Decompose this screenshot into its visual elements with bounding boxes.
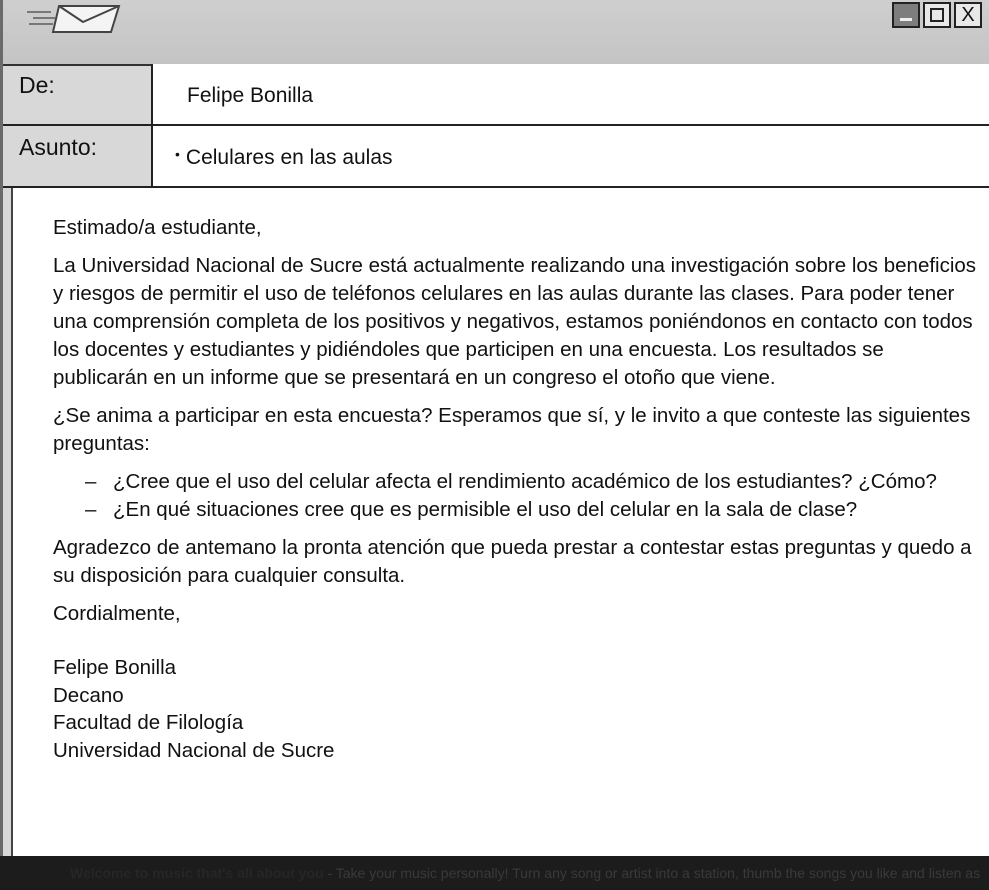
question-list <box>53 468 978 524</box>
close-icon: X <box>961 4 975 26</box>
signature-name: Felipe Bonilla <box>53 656 177 679</box>
closing: Cordialmente, <box>53 602 181 625</box>
from-label: De: <box>19 72 55 98</box>
minimize-button[interactable] <box>892 2 920 28</box>
signature-university: Universidad Nacional de Sucre <box>53 738 335 762</box>
window-controls <box>892 2 982 28</box>
close-button[interactable] <box>954 2 982 28</box>
paragraph-intro: La Universidad Nacional de Sucre está actualmente realizando una investigación sobre los beneficios y riesgos de permitir el uso de teléfonos celulares en las aulas durante las clases. Para poder tener una comprensión completa de los positivos y negativos, estamos poniéndonos en contacto con todos los docentes y estudiantes y pidiéndoles que participen en una encuesta. Los resultados se publicarán en un informe que se presentará en un congreso el otoño que viene. <box>53 254 977 389</box>
question-item: – ¿En qué situaciones cree que es permisible el uso del celular en la sala de clase? <box>93 496 978 524</box>
ad-ticker <box>70 865 980 881</box>
mail-envelope-icon <box>25 2 125 36</box>
from-field[interactable] <box>151 64 989 124</box>
minimize-icon <box>900 18 912 21</box>
message-body[interactable] <box>11 188 989 856</box>
subject-value: Celulares en las aulas <box>185 146 393 169</box>
signature-faculty: Facultad de Filología <box>53 711 244 734</box>
subject-bullet: • <box>175 146 180 162</box>
signature-block <box>53 654 978 764</box>
from-row <box>3 64 989 126</box>
maximize-button[interactable] <box>923 2 951 28</box>
subject-row <box>3 126 989 188</box>
ad-headline: Welcome to music that's all about you <box>70 865 324 881</box>
message-text <box>53 214 978 764</box>
paragraph-thanks: Agradezco de antemano la pronta atención que pueda prestar a contestar estas preguntas y quedo a su disposición para cualquier consulta. <box>53 536 972 587</box>
music-ad-bar[interactable] <box>0 856 989 890</box>
title-bar <box>3 0 989 66</box>
from-value: Felipe Bonilla <box>187 84 314 107</box>
signature-title: Decano <box>53 683 124 707</box>
ad-text: - Take your music personally! Turn any song or artist into a station, thumb the songs you like and listen as <box>323 865 981 881</box>
paragraph-invite: ¿Se anima a participar en esta encuesta? Esperamos que sí, y le invito a que conteste las siguientes preguntas: <box>53 404 971 455</box>
greeting: Estimado/a estudiante, <box>53 216 262 239</box>
question-item: – ¿Cree que el uso del celular afecta el rendimiento académico de los estudiantes? ¿Cómo? <box>93 468 978 496</box>
maximize-icon <box>930 8 944 22</box>
subject-field[interactable] <box>151 126 989 186</box>
subject-label: Asunto: <box>19 134 97 160</box>
